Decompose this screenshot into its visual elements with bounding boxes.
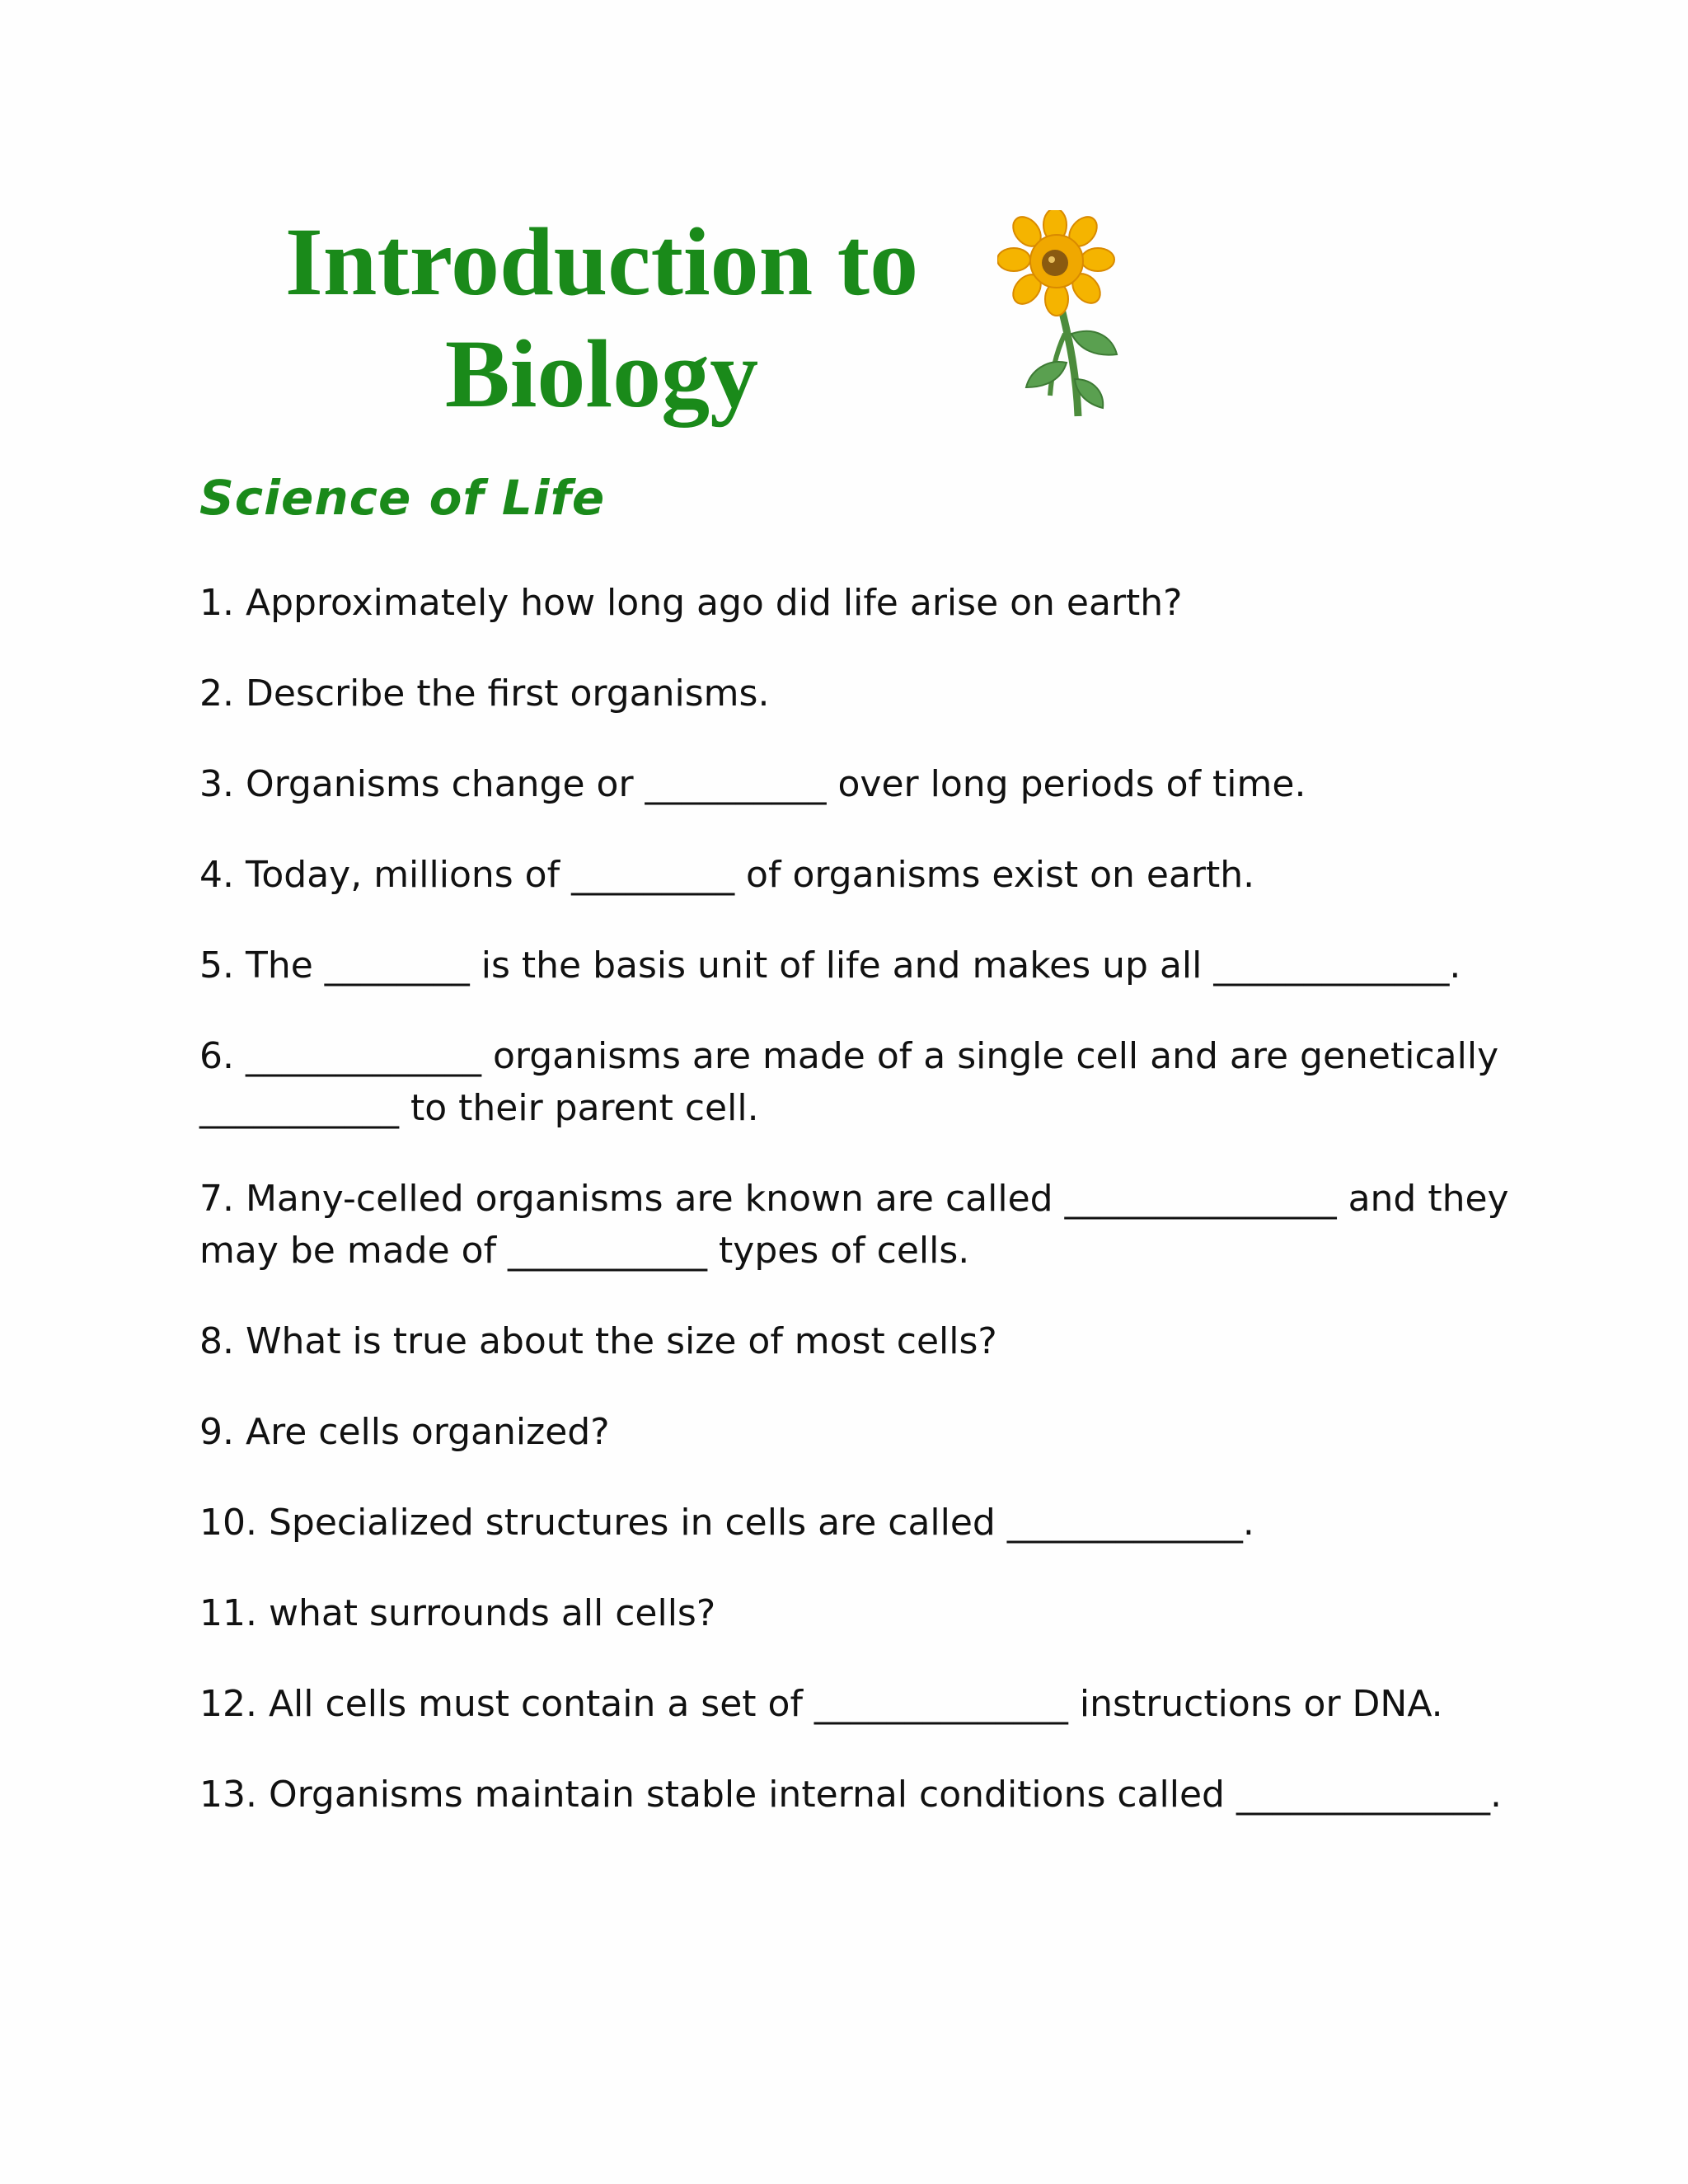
question-item: 4. Today, millions of _________ of organisms exist on earth. [199, 854, 1255, 896]
question-item: 7. Many-celled organisms are known are called _______________ and they may be made of ___________ types of cells. [199, 1178, 1509, 1272]
question-item: 2. Describe the first organisms. [199, 673, 770, 715]
title-line-1: Introduction to [284, 208, 919, 316]
question-item: 1. Approximately how long ago did life arise on earth? [199, 582, 1183, 624]
question-item: 5. The ________ is the basis unit of life and makes up all _____________. [199, 944, 1461, 987]
question-item: 9. Are cells organized? [199, 1411, 610, 1453]
page-title [272, 206, 931, 430]
question-item: 3. Organisms change or __________ over long periods of time. [199, 763, 1306, 805]
question-list [199, 577, 1535, 1859]
section-subtitle: Science of Life [199, 470, 606, 526]
question-item: 8. What is true about the size of most cells? [199, 1320, 997, 1362]
title-line-2: Biology [444, 320, 759, 428]
question-item: 10. Specialized structures in cells are called _____________. [199, 1502, 1254, 1544]
question-item: 11. what surrounds all cells? [199, 1592, 716, 1634]
question-item: 6. _____________ organisms are made of a single cell and are genetically ___________ to their parent cell. [199, 1035, 1499, 1129]
question-item: 12. All cells must contain a set of ______________ instructions or DNA. [199, 1683, 1443, 1725]
question-item: 13. Organisms maintain stable internal conditions called ______________. [199, 1774, 1502, 1816]
sunflower-icon [997, 210, 1129, 424]
